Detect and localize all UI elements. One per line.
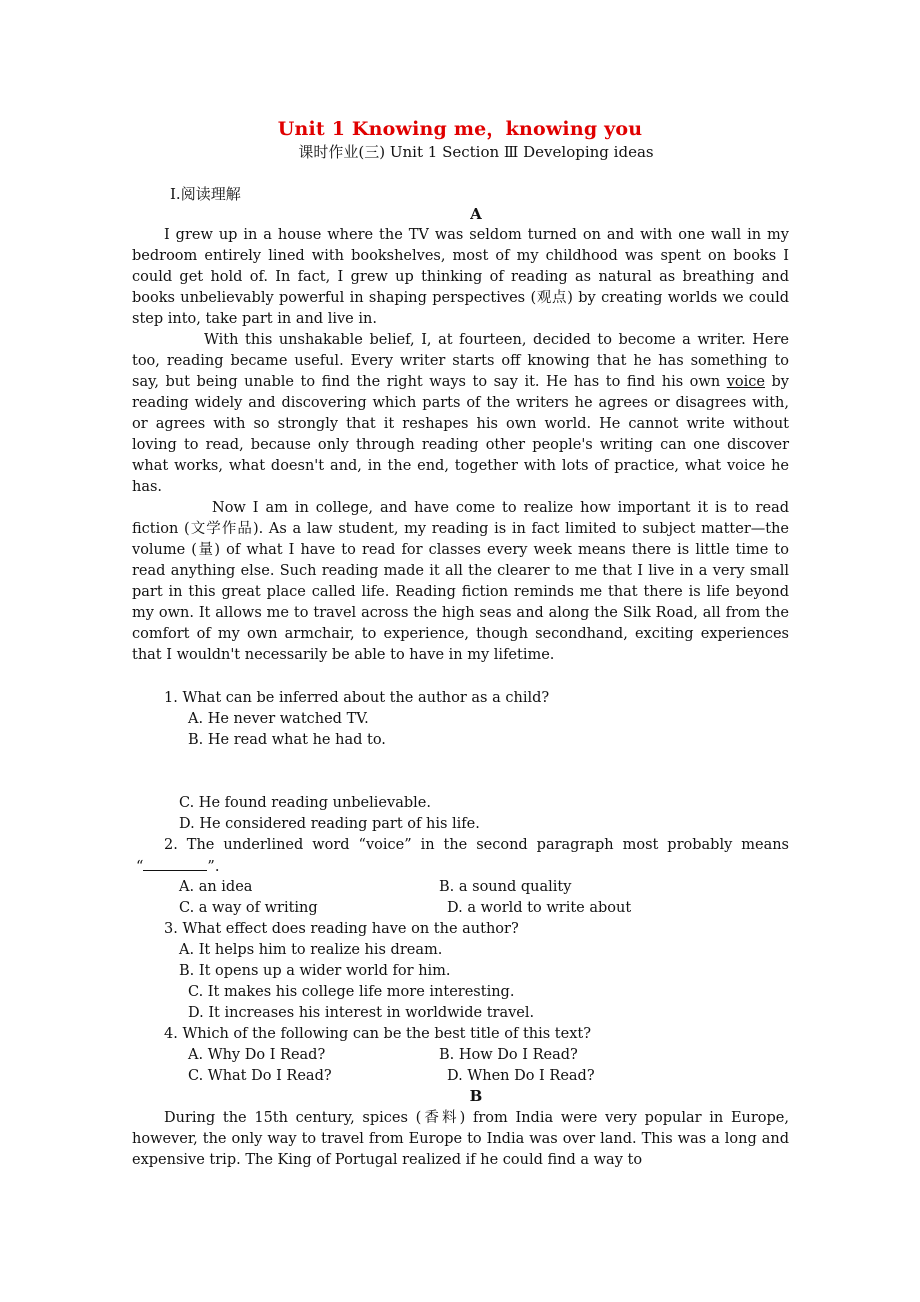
answer-blank <box>143 856 207 871</box>
question-2-option-d: D. a world to write about <box>447 900 632 916</box>
passage-b-label: B <box>469 1087 483 1105</box>
passage-a-label: A <box>470 205 482 223</box>
question-2-option-b: B. a sound quality <box>439 879 572 895</box>
question-4-option-d: D. When Do I Read? <box>447 1068 595 1084</box>
question-2-option-c: C. a way of writing <box>179 900 318 916</box>
question-1-option-d: D. He considered reading part of his life. <box>179 816 480 832</box>
document-subtitle: 课时作业(三) Unit 1 Section Ⅲ Developing ideas <box>298 143 654 161</box>
question-1-option-b: B. He read what he had to. <box>188 732 386 748</box>
question-3-option-b: B. It opens up a wider world for him. <box>179 963 451 979</box>
question-4-option-c: C. What Do I Read? <box>188 1068 332 1084</box>
question-4-option-b: B. How Do I Read? <box>439 1047 578 1063</box>
paragraph-2-text-end: by reading widely and discovering which parts of the writers he agrees or disagrees with, or agrees with so strongly that it reshapes his own world. He cannot write without loving to read, because only through reading other people's writing can one discover what works, what doesn't and, in the end, together with lots of practice, what voice he has. <box>132 374 789 495</box>
underlined-word-voice: voice <box>726 374 765 390</box>
question-1-option-a: A. He never watched TV. <box>188 711 369 727</box>
question-4-stem: 4. Which of the following can be the best title of this text? <box>164 1026 591 1042</box>
question-2-blank <box>136 856 219 878</box>
question-1-stem: 1. What can be inferred about the author as a child? <box>164 690 550 706</box>
question-2-stem: 2. The underlined word “voice” in the second paragraph most probably means <box>164 837 789 853</box>
question-4-option-a: A. Why Do I Read? <box>188 1047 326 1063</box>
blank-open-quote: “ <box>136 859 144 875</box>
question-3-option-c: C. It makes his college life more interesting. <box>188 984 515 1000</box>
passage-a-paragraph-2 <box>132 330 789 498</box>
question-3-option-d: D. It increases his interest in worldwide travel. <box>188 1005 535 1021</box>
question-3-stem: 3. What effect does reading have on the author? <box>164 921 519 937</box>
document-title: Unit 1 Knowing me，knowing you <box>277 118 643 140</box>
section-label: Ⅰ.阅读理解 <box>170 185 241 203</box>
blank-close-quote: ”. <box>207 859 220 875</box>
passage-a-paragraph-1: I grew up in a house where the TV was seldom turned on and with one wall in my bedroom entirely lined with bookshelves, most of my childhood was spent on books I could get hold of. In fact, I grew up thinking of reading as natural as breathing and books unbelievably powerful in shaping perspectives (观点) by creating worlds we could step into, take part in and live in. <box>132 227 789 327</box>
question-3-option-a: A. It helps him to realize his dream. <box>179 942 443 958</box>
question-1-option-c: C. He found reading unbelievable. <box>179 795 431 811</box>
paragraph-2-text-start: With this unshakable belief, I, at fourteen, decided to become a writer. Here too, reading became useful. Every writer starts off knowing that he has something to say, but being unable to find the right ways to say it. He has to find his own <box>132 332 789 390</box>
passage-a-paragraph-3: Now I am in college, and have come to realize how important it is to read fiction (文学作品). As a law student, my reading is in fact limited to subject matter—the volume (量) of what I have to read for classes every week means there is little time to read anything else. Such reading made it all the clearer to me that I live in a very small part in this great place called life. Reading fiction reminds me that there is life beyond my own. It allows me to travel across the high seas and along the Silk Road, all from the comfort of my own armchair, to experience, though secondhand, exciting experiences that I wouldn't necessarily be able to have in my lifetime. <box>132 500 789 663</box>
passage-b-paragraph-1: During the 15th century, spices (香料) from India were very popular in Europe, however, the only way to travel from Europe to India was over land. This was a long and expensive trip. The King of Portugal realized if he could find a way to <box>132 1110 789 1168</box>
question-2-option-a: A. an idea <box>179 879 253 895</box>
